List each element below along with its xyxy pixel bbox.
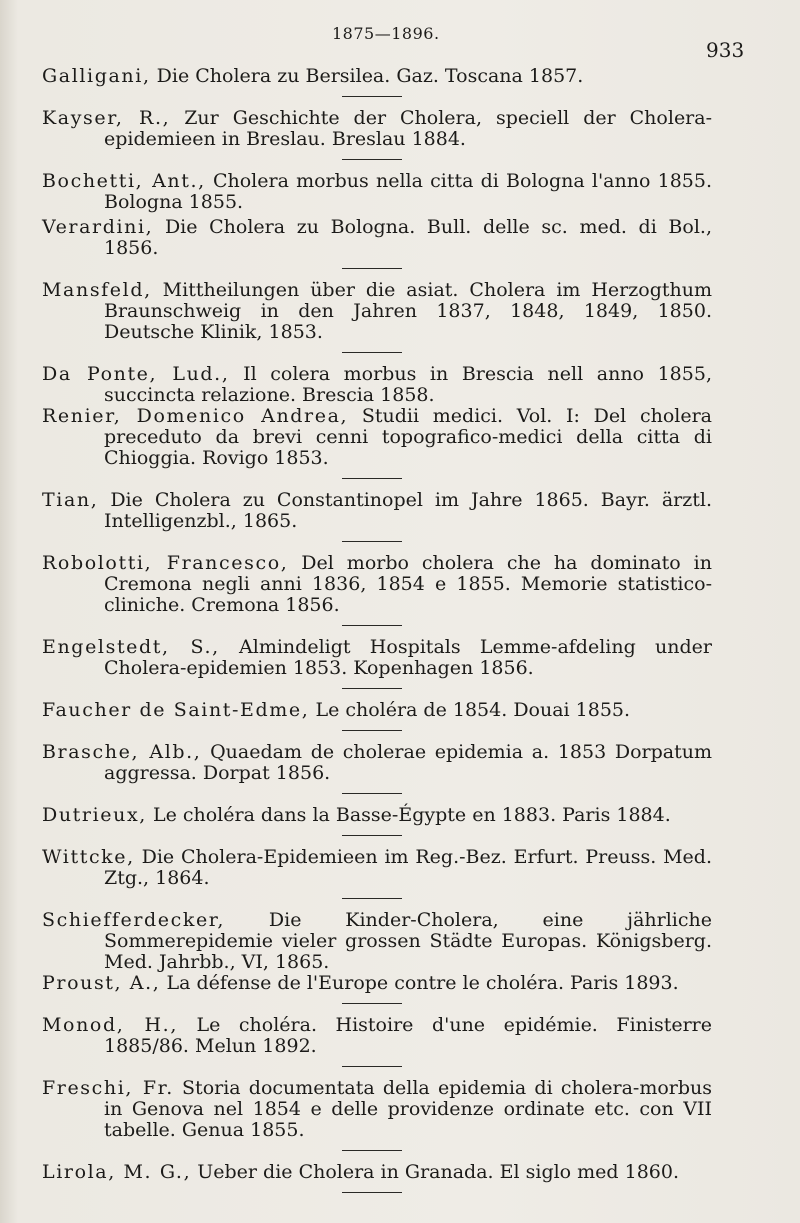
bibliography-entry bbox=[42, 66, 712, 87]
entry-author: Freschi, Fr. bbox=[42, 1077, 174, 1099]
separator-rule bbox=[342, 730, 402, 731]
entry-author: Brasche, Alb., bbox=[42, 741, 202, 763]
entry-text: Die Cholera zu Constantinopel im Jahre 1865. Bayr. ärztl. Intelligenzbl., 1865. bbox=[98, 489, 712, 532]
entry-text: Storia documentata della epidemia di cholera-morbus in Genova nel 1854 e delle providenze ordinate etc. con VII tabelle. Genua 1855. bbox=[104, 1077, 713, 1141]
bibliography-entry bbox=[42, 805, 712, 826]
separator-rule bbox=[342, 898, 402, 899]
entry-text: Mittheilungen über die asiat. Cholera im Herzogthum Braunschweig in den Jahren 1837, 1848, 1849, 1850. Deutsche Klinik, 1853. bbox=[104, 279, 712, 343]
entry-author: Monod, H., bbox=[42, 1014, 178, 1036]
entry-author: Kayser, R., bbox=[42, 107, 171, 129]
bibliography-list bbox=[42, 66, 712, 1204]
bibliography-entry bbox=[42, 1015, 712, 1057]
entry-text: Quaedam de cholerae epidemia a. 1853 Dorpatum aggressa. Dorpat 1856. bbox=[104, 741, 712, 784]
separator-rule bbox=[342, 541, 402, 542]
entry-text: Die Cholera zu Bersilea. Gaz. Toscana 1857. bbox=[150, 65, 584, 87]
bibliography-entry bbox=[42, 171, 712, 213]
separator-rule bbox=[342, 1003, 402, 1004]
entry-author: Robolotti, Francesco, bbox=[42, 552, 289, 574]
page-number: 933 bbox=[706, 38, 745, 62]
bibliography-entry bbox=[42, 973, 712, 994]
separator-rule bbox=[342, 688, 402, 689]
bibliography-entry bbox=[42, 1078, 712, 1141]
entry-author: Engelstedt, S., bbox=[42, 636, 220, 658]
entry-text: Le choléra de 1854. Douai 1855. bbox=[309, 699, 631, 721]
bibliography-entry bbox=[42, 364, 712, 406]
entry-text: Die Kinder-Cholera, eine jährliche Sommerepidemie vieler grossen Städte Europas. Königsberg. Med. Jahrbb., VI, 1865. bbox=[104, 909, 712, 973]
bibliography-entry bbox=[42, 280, 712, 343]
entry-author: Proust, A., bbox=[42, 972, 161, 994]
separator-rule bbox=[342, 159, 402, 160]
separator-rule bbox=[342, 1066, 402, 1067]
separator-rule bbox=[342, 625, 402, 626]
entry-text: Zur Geschichte der Cholera, speciell der Cholera-epidemieen in Breslau. Breslau 1884. bbox=[104, 107, 713, 150]
entry-text: Il colera morbus in Brescia nell anno 1855, succincta relazione. Brescia 1858. bbox=[104, 363, 712, 406]
separator-rule bbox=[342, 352, 402, 353]
entry-author: Da Ponte, Lud., bbox=[42, 363, 230, 385]
entry-author: Mansfeld, bbox=[42, 279, 152, 301]
entry-author: Renier, Domenico Andrea, bbox=[42, 405, 349, 427]
entry-author: Galligani, bbox=[42, 65, 151, 87]
entry-author: Schiefferdecker, bbox=[42, 909, 226, 931]
entry-text: Die Cholera-Epidemieen im Reg.-Bez. Erfurt. Preuss. Med. Ztg., 1864. bbox=[104, 846, 712, 889]
separator-rule bbox=[342, 268, 402, 269]
bibliography-entry bbox=[42, 910, 712, 973]
entry-author: Wittcke, bbox=[42, 846, 135, 868]
separator-rule bbox=[342, 1150, 402, 1151]
bibliography-entry bbox=[42, 553, 712, 616]
separator-rule bbox=[342, 96, 402, 97]
separator-rule bbox=[342, 793, 402, 794]
entry-author: Tian, bbox=[42, 489, 99, 511]
entry-text: Studii medici. Vol. I: Del cholera preceduto da brevi cenni topografico-medici della citta di Chioggia. Rovigo 1853. bbox=[104, 405, 712, 469]
bibliography-entry bbox=[42, 406, 712, 469]
bibliography-entry bbox=[42, 700, 712, 721]
separator-rule bbox=[342, 835, 402, 836]
running-head: 1875—1896. bbox=[332, 24, 440, 43]
entry-author: Verardini, bbox=[42, 216, 154, 238]
entry-text: La défense de l'Europe contre le choléra. Paris 1893. bbox=[160, 972, 679, 994]
entry-author: Bochetti, Ant., bbox=[42, 170, 206, 192]
entry-text: Le choléra dans la Basse-Égypte en 1883. Paris 1884. bbox=[146, 804, 671, 826]
bibliography-entry bbox=[42, 490, 712, 532]
entry-text: Cholera morbus nella citta di Bologna l'anno 1855. Bologna 1855. bbox=[104, 170, 713, 213]
bibliography-entry bbox=[42, 217, 712, 259]
bibliography-entry bbox=[42, 637, 712, 679]
entry-text: Almindeligt Hospitals Lemme-afdeling under Cholera-epidemien 1853. Kopenhagen 1856. bbox=[104, 636, 713, 679]
entry-text: Ueber die Cholera in Granada. El siglo med 1860. bbox=[191, 1161, 680, 1183]
bibliography-entry bbox=[42, 108, 712, 150]
bibliography-entry bbox=[42, 1162, 712, 1183]
separator-rule bbox=[342, 478, 402, 479]
entry-author: Lirola, M. G., bbox=[42, 1161, 192, 1183]
entry-author: Dutrieux, bbox=[42, 804, 147, 826]
bibliography-entry bbox=[42, 742, 712, 784]
bibliography-entry bbox=[42, 847, 712, 889]
entry-author: Faucher de Saint-Edme, bbox=[42, 699, 310, 721]
entry-text: Die Cholera zu Bologna. Bull. delle sc. med. di Bol., 1856. bbox=[104, 216, 712, 259]
entry-text: Del morbo cholera che ha dominato in Cremona negli anni 1836, 1854 e 1855. Memorie statistico-cliniche. Cremona 1856. bbox=[104, 552, 712, 616]
separator-rule bbox=[342, 1192, 402, 1193]
entry-text: Le choléra. Histoire d'une epidémie. Finisterre 1885/86. Melun 1892. bbox=[104, 1014, 712, 1057]
